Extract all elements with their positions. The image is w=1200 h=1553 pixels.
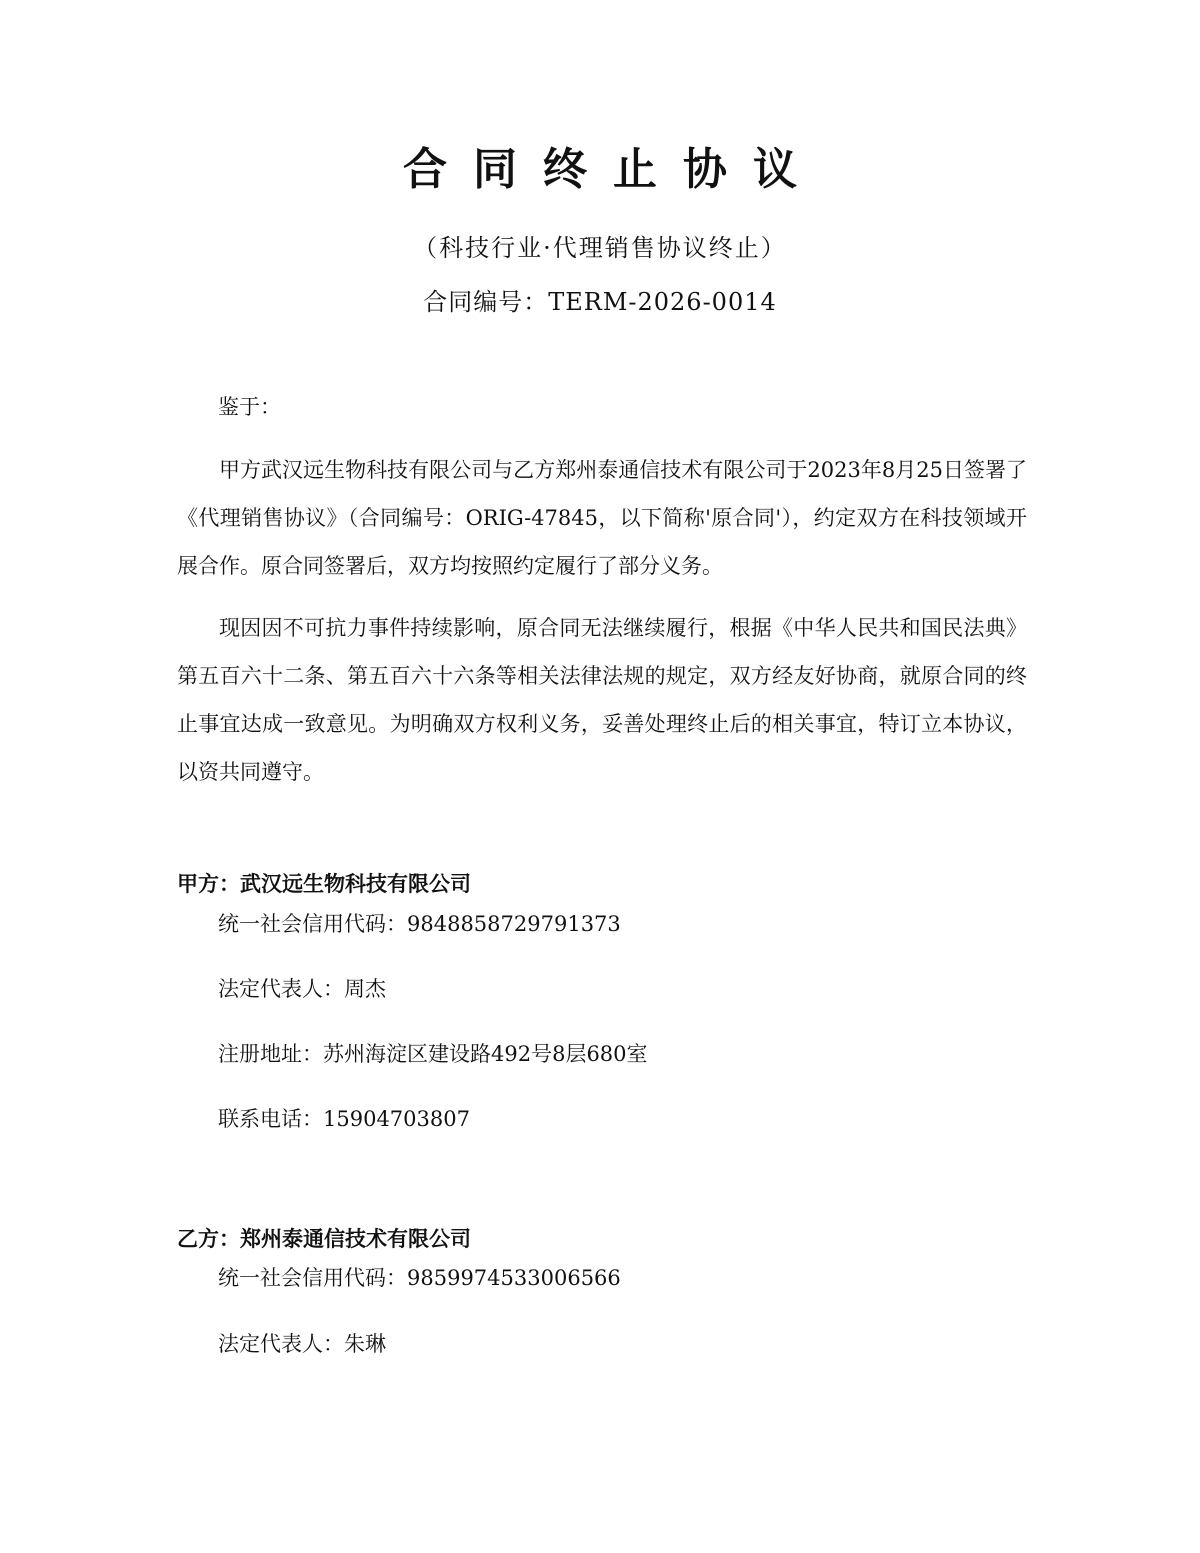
party-a-legal-rep: 法定代表人：周杰 (218, 977, 386, 1001)
preamble-paragraph-1: 甲方武汉远生物科技有限公司与乙方郑州泰通信技术有限公司于2023年8月25日签署了《代理销售协议》（合同编号：ORIG-47845，以下简称'原合同'），约定双方在科技领域开展合作。原合同签署后，双方均按照约定履行了部分义务。 (177, 458, 1027, 578)
party-a-heading: 甲方：武汉远生物科技有限公司 (177, 872, 471, 896)
whereas-label: 鉴于： (218, 395, 281, 419)
party-b-heading: 乙方：郑州泰通信技术有限公司 (177, 1227, 471, 1251)
party-a-credit-code: 统一社会信用代码：9848858729791373 (218, 912, 621, 936)
party-a-phone: 联系电话：15904703807 (218, 1107, 470, 1131)
document-title: 合同终止协议 (403, 144, 823, 195)
party-a-address: 注册地址：苏州海淀区建设路492号8层680室 (218, 1042, 648, 1066)
party-b-credit-code: 统一社会信用代码：9859974533006566 (218, 1266, 621, 1290)
document-subtitle: （科技行业·代理销售协议终止） (413, 234, 787, 262)
contract-number: 合同编号：TERM-2026-0014 (423, 288, 777, 316)
preamble-paragraph-2: 现因因不可抗力事件持续影响，原合同无法继续履行，根据《中华人民共和国民法典》第五百六十二条、第五百六十六条等相关法律法规的规定，双方经友好协商，就原合同的终止事宜达成一致意见。为明确双方权利义务，妥善处理终止后的相关事宜，特订立本协议，以资共同遵守。 (177, 616, 1027, 784)
party-b-legal-rep: 法定代表人：朱琳 (218, 1332, 386, 1356)
